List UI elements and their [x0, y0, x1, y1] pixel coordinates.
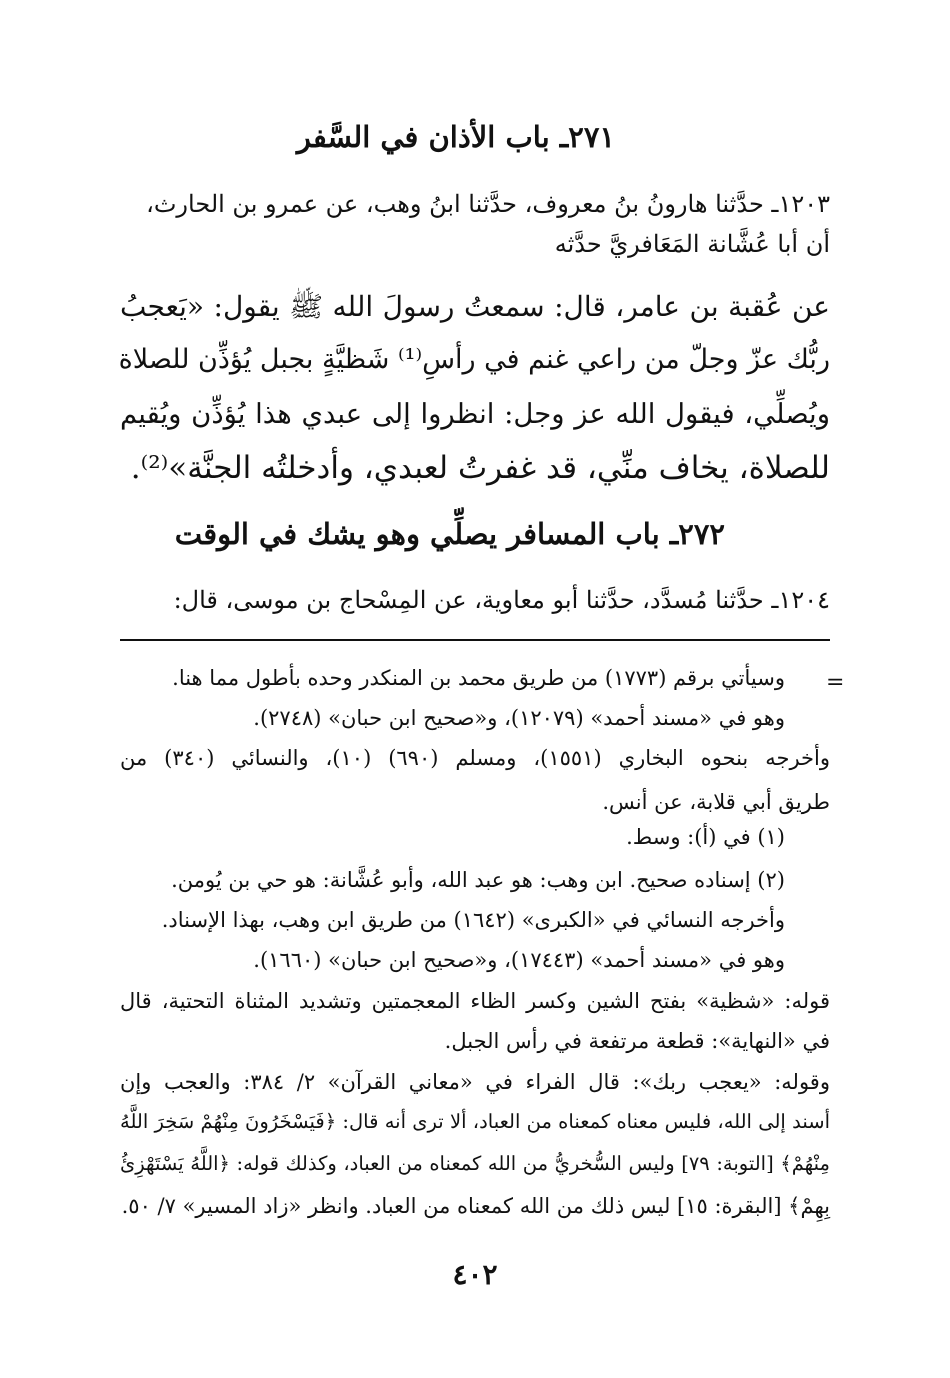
footnote-line: وقوله: «يعجب ربك»: قال الفراء في «معاني القرآن» ٢/ ٣٨٤: والعجب وإن — [120, 1070, 830, 1094]
footnote-line: أسند إلى الله، فليس معناه كمعناه من العباد، ألا ترى أنه قال: ﴿فَيَسْخَرُونَ مِنْهُمْ سَخِرَ اللَّهُ — [120, 1110, 830, 1133]
matn-line-4: للصلاة، يخاف منِّي، قد غفرتُ لعبدي، وأدخلتُه الجنَّة»⁽²⁾. — [130, 450, 830, 486]
footnote-line: بِهِمْ﴾ [البقرة: ١٥] ليس ذلك من الله كمعناه من العباد. وانظر «زاد المسير» ٧/ ٥٠. — [121, 1194, 830, 1218]
footnote-line: قوله: «شظية» بفتح الشين وكسر الظاء المعجمتين وتشديد المثناة التحتية، قال — [120, 989, 830, 1013]
footnote-continuation-marker: = — [826, 670, 845, 695]
chapter-heading-271: ٢٧١ـ باب الأذان في السَّفر — [296, 120, 615, 154]
chapter-heading-272: ٢٧٢ـ باب المسافر يصلِّي وهو يشك في الوقت — [174, 517, 725, 551]
matn-line-2: ربُّك عزّ وجلّ من راعي غنم في رأسِ⁽¹⁾ شَظيَّةٍ بجبل يُؤذِّن للصلاة — [118, 344, 830, 375]
footnote-line: وهو في «مسند أحمد» (١٢٠٧٩)، و«صحيح ابن حبان» (٢٧٤٨). — [253, 706, 785, 730]
page-number: ٤٠٢ — [452, 1258, 498, 1291]
footnote-1: (١) في (أ): وسط. — [626, 825, 785, 849]
hadith-1203-isnad-line-2: أن أبا عُشَّانة المَعَافريَّ حدَّثه — [554, 230, 830, 258]
matn-line-3: ويُصلِّي، فيقول الله عز وجل: انظروا إلى عبدي هذا يُؤذِّن ويُقيم — [120, 398, 830, 430]
footnote-separator — [120, 639, 830, 641]
footnote-2: (٢) إسناده صحيح. ابن وهب: هو عبد الله، وأبو عُشَّانة: هو حي بن يُومن. — [171, 868, 785, 892]
footnote-line: وسيأتي برقم (١٧٧٣) من طريق محمد بن المنكدر وحده بأطول مما هنا. — [172, 666, 785, 690]
footnote-line: وأخرجه بنحوه البخاري (١٥٥١)، ومسلم (٦٩٠) (١٠)، والنسائي (٣٤٠) من — [120, 746, 831, 770]
footnote-line: في «النهاية»: قطعة مرتفعة في رأس الجبل. — [444, 1029, 830, 1053]
footnote-line: وهو في «مسند أحمد» (١٧٤٤٣)، و«صحيح ابن حبان» (١٦٦٠). — [253, 948, 785, 972]
footnote-line: وأخرجه النسائي في «الكبرى» (١٦٤٢) من طريق ابن وهب، بهذا الإسناد. — [161, 908, 785, 932]
footnote-line: مِنْهُمْ﴾ [التوبة: ٧٩] وليس السُّخريُّ من الله كمعناه من العباد، وكذلك قوله: ﴿اللَّهُ يَسْتَهْزِئُ — [120, 1152, 830, 1175]
hadith-1203-isnad-line-1: ١٢٠٣ـ حدَّثنا هارونُ بنُ معروف، حدَّثنا ابنُ وهب، عن عمرو بن الحارث، — [146, 190, 830, 218]
matn-line-1: عن عُقبة بن عامر، قال: سمعتُ رسولَ الله ﷺ يقول: «يَعجبُ — [120, 290, 831, 323]
hadith-1204-isnad-line-1: ١٢٠٤ـ حدَّثنا مُسدَّد، حدَّثنا أبو معاوية، عن المِسْحاج بن موسى، قال: — [173, 586, 830, 614]
footnote-line: طريق أبي قلابة، عن أنس. — [602, 790, 830, 814]
